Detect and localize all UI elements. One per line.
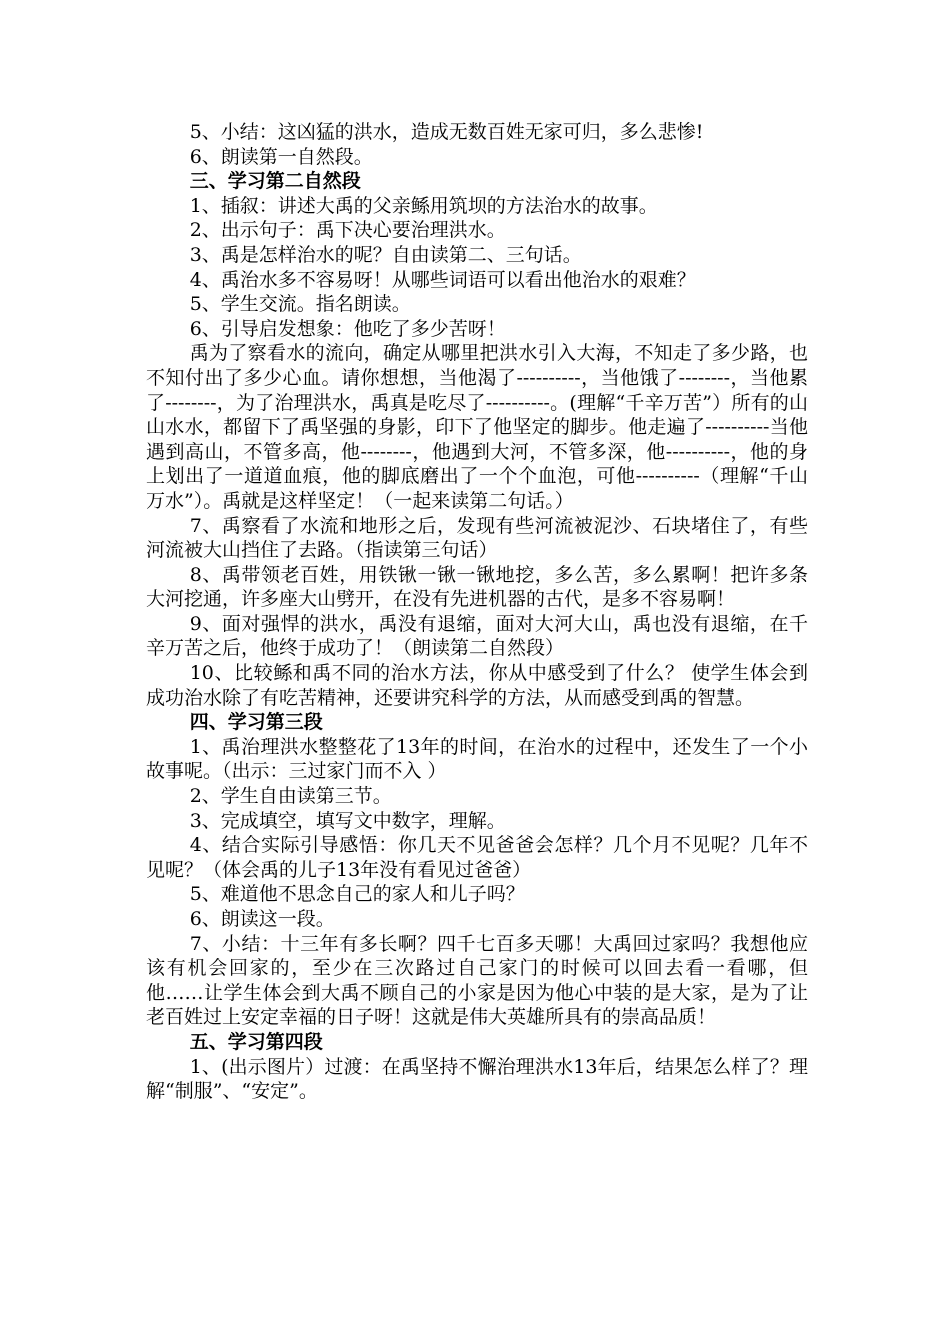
paragraph: 7、小结：十三年有多长啊？四千七百多天哪！大禹回过家吗？我想他应该有机会回家的，至少在三次路过自己家门的时候可以回去看一看哪，但他……让学生体会到大禹不顾自己的小家是因为他心中装的是大家，是为了让老百姓过上安定幸福的日子呀！这就是伟大英雄所具有的崇高品质！ [146,932,808,1029]
paragraph: 4、结合实际引导感悟：你几天不见爸爸会怎样？几个月不见呢？几年不见呢？（体会禹的儿子13年没有看见过爸爸） [146,834,808,881]
paragraph: 10、比较鲧和禹不同的治水方法，你从中感受到了什么？ 使学生体会到成功治水除了有吃苦精神，还要讲究科学的方法，从而感受到禹的智慧。 [146,662,808,709]
paragraph: 6、引导启发想象：他吃了多少苦呀！ [189,317,506,340]
paragraph: 2、出示句子：禹下决心要治理洪水。 [189,219,506,242]
paragraph: 1、(出示图片）过渡：在禹坚持不懈治理洪水13年后，结果怎么样了？理解“制服”、“安定”。 [146,1055,808,1103]
paragraph: 5、难道他不思念自己的家人和儿子吗？ [189,883,525,906]
paragraph: 8、禹带领老百姓，用铁锹一锹一锹地挖，多么苦，多么累啊！把许多条大河挖通，许多座大山劈开，在没有先进机器的古代，是多不容易啊！ [146,563,808,611]
paragraph: 3、完成填空，填写文中数字，理解。 [189,809,506,832]
paragraph: 3、禹是怎样治水的呢？自由读第二、三句话。 [189,243,582,266]
section-heading: 四、学习第三段 [189,711,323,734]
paragraph: 7、禹察看了水流和地形之后，发现有些河流被泥沙、石块堵住了，有些河流被大山挡住了去路。（指读第三句话） [146,514,808,562]
paragraph: 2、学生自由读第三节。 [189,785,392,808]
section-heading: 五、学习第四段 [189,1030,323,1053]
section-heading: 三、学习第二自然段 [189,170,361,193]
paragraph: 1、禹治理洪水整整花了13年的时间，在治水的过程中，还发生了一个小故事呢。（出示：三过家门而不入 ） [146,735,808,783]
paragraph: 5、学生交流。指名朗读。 [189,293,411,316]
paragraph: 4、禹治水多不容易呀！从哪些词语可以看出他治水的艰难？ [189,268,696,291]
paragraph: 5、小结：这凶猛的洪水，造成无数百姓无家可归，多么悲惨! [189,121,704,143]
paragraph: 禹为了察看水的流向，确定从哪里把洪水引入大海，不知走了多少路，也不知付出了多少心血。请你想想，当他渴了----------，当他饿了--------，当他累了--------，为了治理洪水，禹真是吃尽了----------。(理解“千辛万苦”）所有的山山水水，都留下了禹坚强的身影，印下了他坚定的脚步。他走遍了----------当他遇到高山，不管多高，他--------，他遇到大河，不管多深，他----------，他的身上划出了一道道血痕，他的脚底磨出了一个个血泡，可他----------（理解“千山万水”）。禹就是这样坚定！（一起来读第二句话。） [146,342,808,512]
paragraph: 6、朗读第一自然段。 [189,145,373,168]
paragraph: 9、面对强悍的洪水，禹没有退缩，面对大河大山，禹也没有退缩，在千辛万苦之后，他终于成功了！（朗读第二自然段） [146,612,808,660]
paragraph: 6、朗读这一段。 [189,908,335,930]
paragraph: 1、插叙：讲述大禹的父亲鲧用筑坝的方法治水的故事。 [189,194,658,217]
document-body [146,120,808,1104]
